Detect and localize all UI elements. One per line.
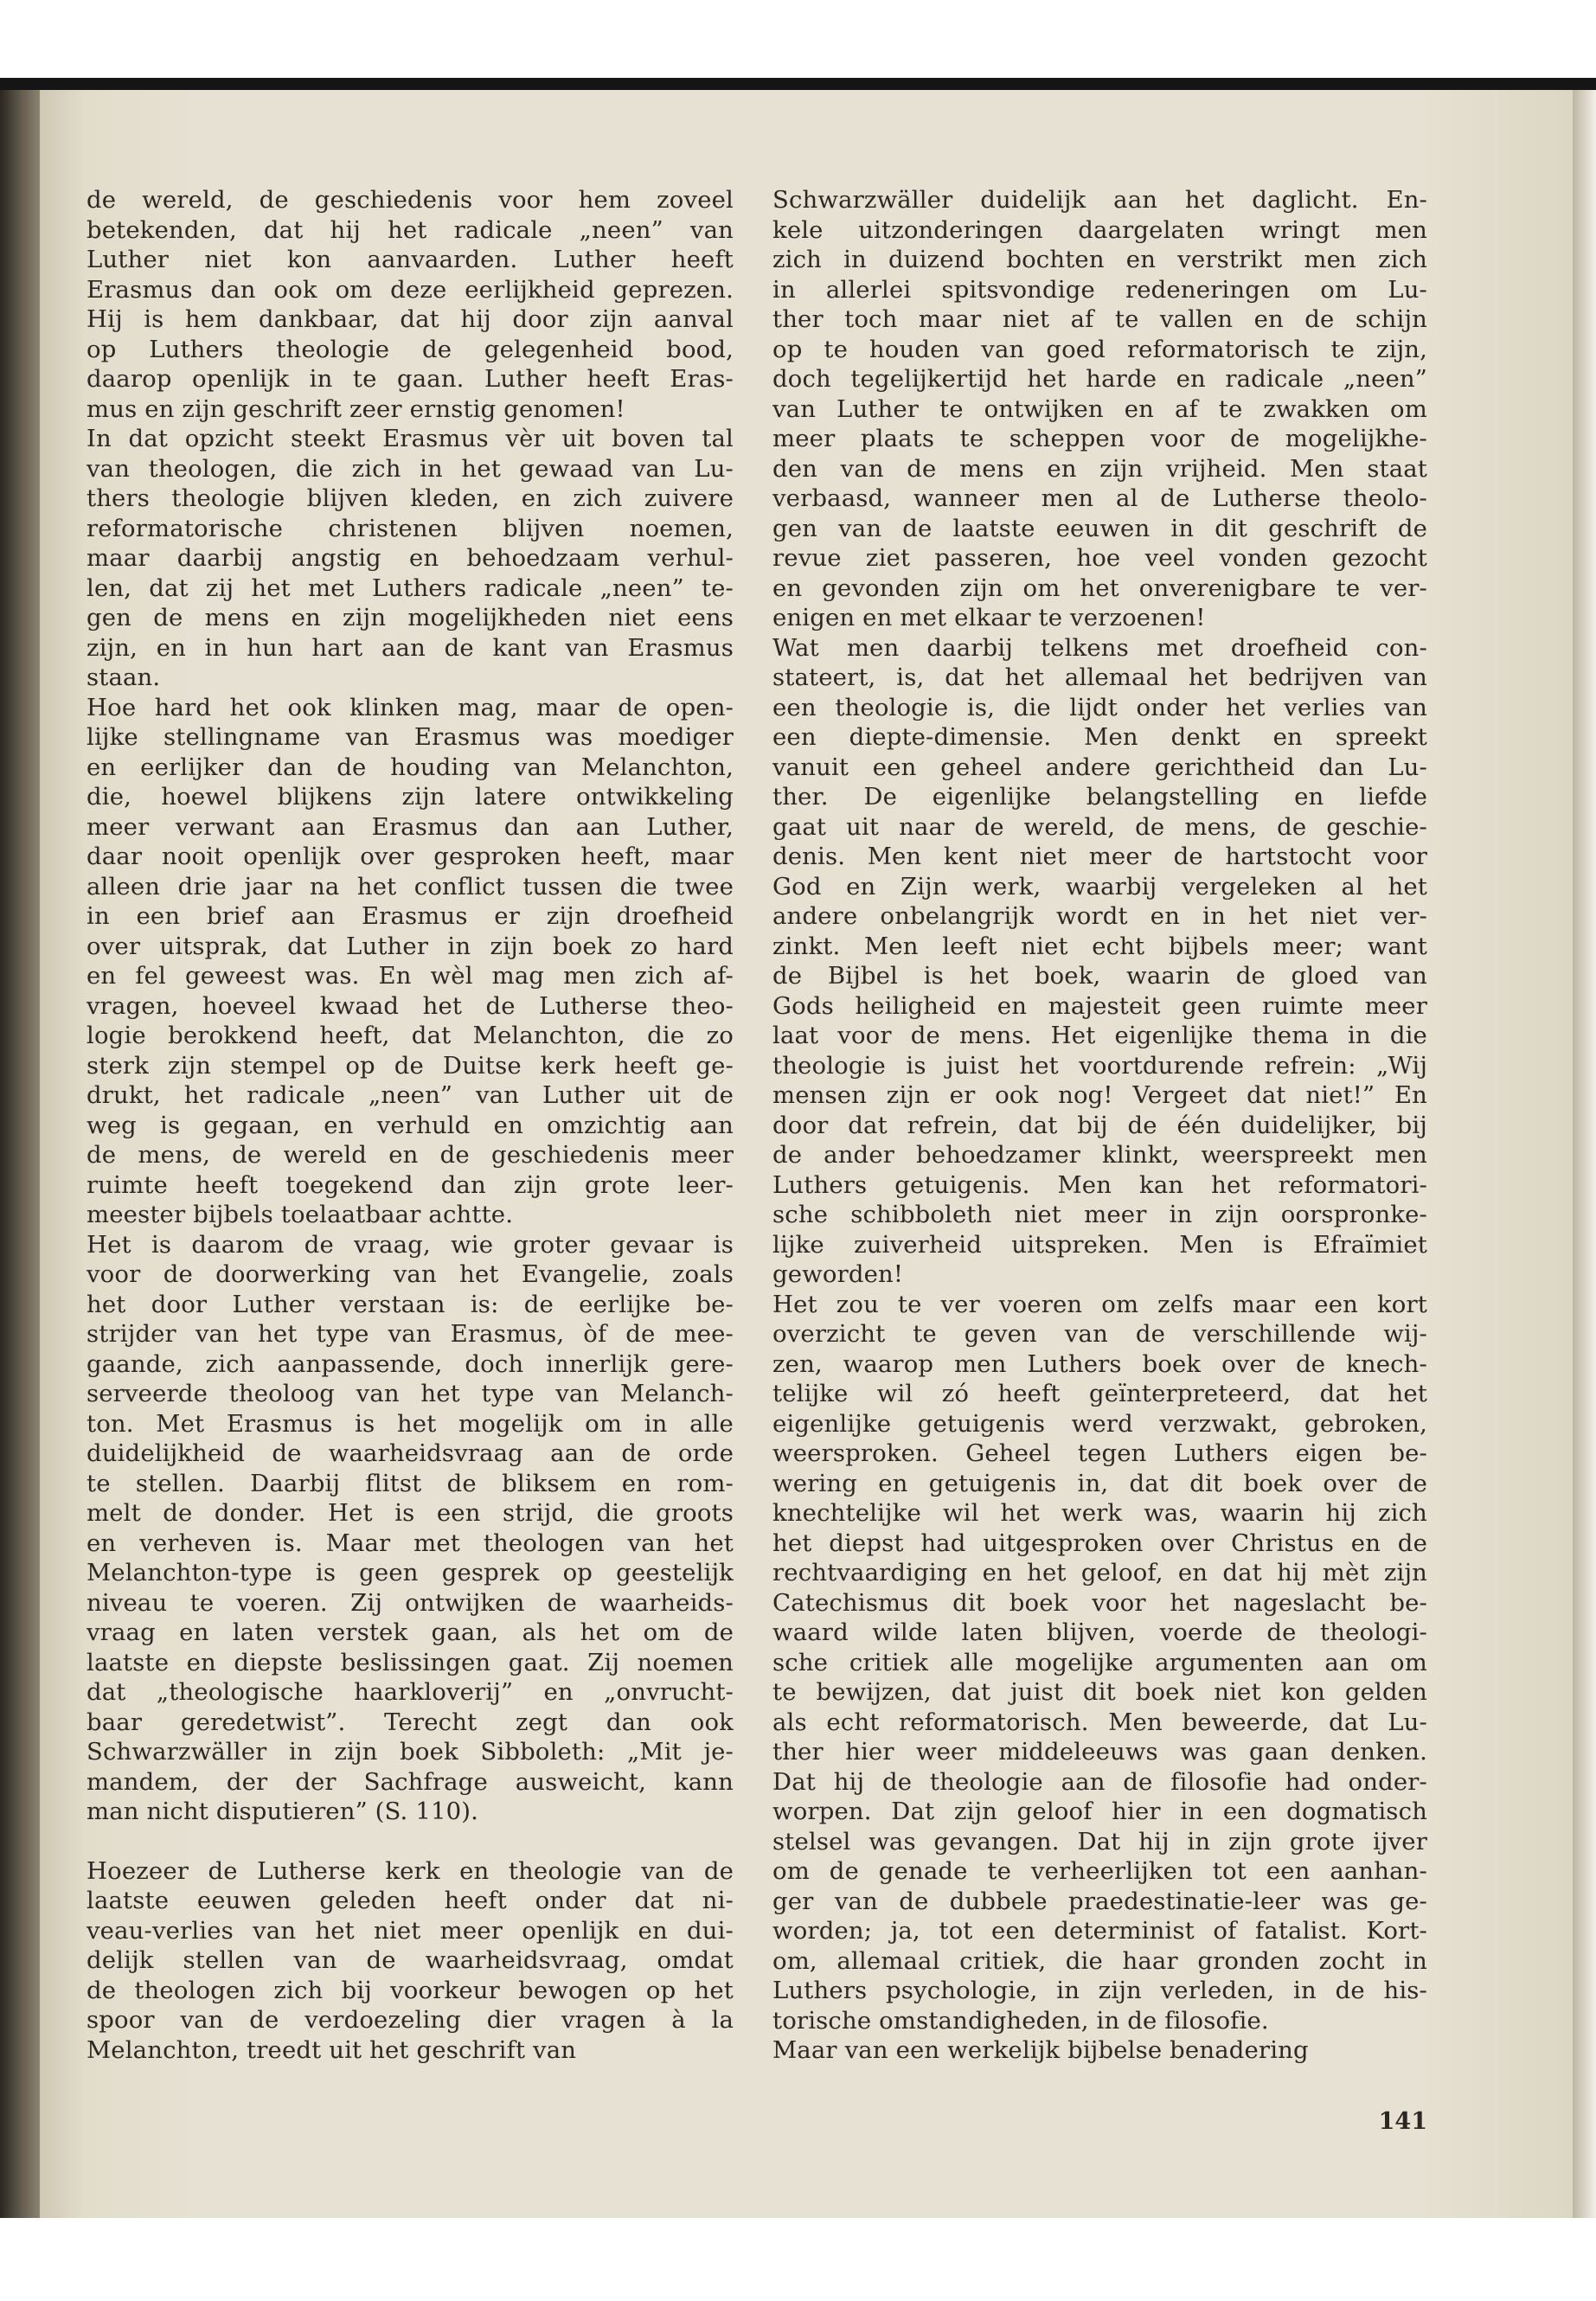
text-line: niveau te voeren. Zij ontwijken de waarheids- [87, 1588, 734, 1617]
text-line: God en Zijn werk, waarbij vergeleken al het [772, 872, 1427, 901]
scan-border-band [0, 78, 1596, 90]
text-line: sche critiek alle mogelijke argumenten aan om [772, 1648, 1427, 1676]
text-line: en fel geweest was. En wèl mag men zich af- [87, 962, 734, 990]
text-line: Dat hij de theologie aan de filosofie had onder- [772, 1767, 1427, 1796]
text-line: worpen. Dat zijn geloof hier in een dogmatisch [772, 1798, 1427, 1825]
text-line: enigen en met elkaar te verzoenen! [772, 604, 1206, 631]
text-line: drukt, het radicale „neen” van Luther uit de [87, 1081, 734, 1109]
text-line: meer plaats te scheppen voor de mogelijkhe- [772, 425, 1427, 452]
text-line: door dat refrein, dat bij de één duidelijker, bij [772, 1111, 1427, 1139]
text-line: logie berokkend heeft, dat Melanchton, die zo [87, 1022, 734, 1049]
text-line: baar geredetwist”. Terecht zegt dan ook [87, 1708, 734, 1736]
text-line: Schwarzwäller duidelijk aan het daglicht. En- [772, 186, 1427, 214]
text-line: mus en zijn geschrift zeer ernstig genomen! [87, 394, 625, 423]
text-line: gen de mens en zijn mogelijkheden niet eens [87, 604, 734, 631]
text-line: verbaasd, wanneer men al de Lutherse theolo- [772, 484, 1427, 512]
text-line: de wereld, de geschiedenis voor hem zoveel [87, 186, 734, 214]
scan-background-bottom [0, 2218, 1596, 2301]
text-line: veau-verlies van het niet meer openlijk en dui- [87, 1916, 734, 1945]
text-line: len, dat zij het met Luthers radicale „neen” te- [87, 574, 734, 602]
text-line: Hij is hem dankbaar, dat hij door zijn aanval [87, 305, 734, 333]
text-line: staan. [87, 663, 161, 691]
paragraph [772, 633, 1427, 1290]
scan-background-top [0, 0, 1596, 85]
text-line: Melanchton-type is geen gesprek op geestelijk [87, 1559, 734, 1586]
text-line: zen, waarop men Luthers boek over de knech- [772, 1349, 1427, 1378]
text-line: wering en getuigenis in, dat dit boek over de [772, 1469, 1427, 1497]
text-line: op te houden van goed reformatorisch te zijn, [772, 335, 1427, 363]
text-line: revue ziet passeren, hoe veel vonden gezocht [772, 544, 1427, 572]
text-line: rechtvaardiging en het geloof, en dat hij mèt zijn [772, 1559, 1427, 1586]
paragraph [87, 693, 734, 1230]
text-line: om, allemaal critiek, die haar gronden zocht in [772, 1946, 1427, 1975]
text-line: weersproken. Geheel tegen Luthers eigen be- [772, 1439, 1427, 1467]
text-line: vraag en laten verstek gaan, als het om de [87, 1618, 734, 1646]
paragraph [772, 2035, 1427, 2066]
text-line: lijke zuiverheid uitspreken. Men is Efraïmiet [772, 1230, 1427, 1259]
text-line: telijke wil zó heeft geïnterpreteerd, dat het [772, 1380, 1427, 1407]
text-line: serveerde theoloog van het type van Melanch- [87, 1380, 734, 1407]
text-line: torische omstandigheden, in de filosofie. [772, 2006, 1269, 2035]
text-line: ton. Met Erasmus is het mogelijk om in alle [87, 1409, 734, 1438]
text-line: Luthers getuigenis. Men kan het reformatori- [772, 1170, 1427, 1199]
text-line: gen van de laatste eeuwen in dit geschrift de [772, 514, 1427, 542]
text-line: Erasmus dan ook om deze eerlijkheid geprezen. [87, 275, 734, 304]
text-line: zijn, en in hun hart aan de kant van Erasmus [87, 633, 734, 662]
text-line: daar nooit openlijk over gesproken heeft, maar [87, 843, 734, 870]
text-line: zinkt. Men leeft niet echt bijbels meer; want [772, 932, 1427, 960]
text-line: Luthers psychologie, in zijn verleden, in de his- [772, 1977, 1427, 2004]
text-line: zich in duizend bochten en verstrikt men zich [772, 246, 1427, 273]
text-line: om de genade te verheerlijken tot een aanhan- [772, 1857, 1427, 1885]
text-line: ther toch maar niet af te vallen en de schijn [772, 305, 1427, 333]
text-line: Hoe hard het ook klinken mag, maar de open- [87, 693, 734, 721]
text-line: ther hier weer middeleeuws was gaan denken. [772, 1738, 1427, 1766]
text-line: een theologie is, die lijdt onder het verlies van [772, 693, 1427, 721]
text-line: te stellen. Daarbij flitst de bliksem en rom- [87, 1469, 734, 1497]
text-line: Maar van een werkelijk bijbelse benadering [772, 2036, 1309, 2064]
paragraph [772, 185, 1427, 633]
text-line: worden; ja, tot een determinist of fatalist. Kort- [772, 1917, 1427, 1945]
text-line: knechtelijke wil het werk was, waarin hij zich [772, 1499, 1427, 1527]
text-line: reformatorische christenen blijven noemen, [87, 514, 734, 542]
text-line: als echt reformatorisch. Men beweerde, dat Lu- [772, 1708, 1427, 1736]
text-line: meer verwant aan Erasmus dan aan Luther, [87, 812, 734, 841]
paragraph [87, 424, 734, 693]
text-line: Catechismus dit boek voor het nageslacht be- [772, 1588, 1427, 1617]
text-line: laatste eeuwen geleden heeft onder dat ni- [87, 1887, 734, 1914]
text-line: doch tegelijkertijd het harde en radicale „neen” [772, 365, 1427, 393]
paragraph [87, 1230, 734, 1827]
text-line: Schwarzwäller in zijn boek Sibboleth: „Mit je- [87, 1738, 734, 1766]
text-line: laatste en diepste beslissingen gaat. Zij noemen [87, 1648, 734, 1676]
text-line: de Bijbel is het boek, waarin de gloed van [772, 962, 1427, 990]
text-line: de mens, de wereld en de geschiedenis meer [87, 1141, 734, 1169]
text-line: In dat opzicht steekt Erasmus vèr uit boven tal [87, 425, 734, 452]
text-line: van Luther te ontwijken en af te zwakken om [772, 394, 1427, 423]
text-line: gaande, zich aanpassende, doch innerlijk gere- [87, 1349, 734, 1378]
text-line: maar daarbij angstig en behoedzaam verhul- [87, 544, 734, 572]
text-line: daarop openlijk in te gaan. Luther heeft Eras- [87, 365, 734, 393]
text-line: stelsel was gevangen. Dat hij in zijn grote ijver [772, 1827, 1427, 1856]
text-line: lijke stellingname van Erasmus was moediger [87, 723, 734, 751]
text-line: spoor van de verdoezeling dier vragen à la [87, 2006, 734, 2034]
text-line: vanuit een geheel andere gerichtheid dan Lu- [772, 753, 1427, 781]
paragraph [772, 1290, 1427, 2036]
text-line: en eerlijker dan de houding van Melanchton, [87, 753, 734, 781]
text-line: andere onbelangrijk wordt en in het niet ver- [772, 902, 1427, 930]
text-line: overzicht te geven van de verschillende wij- [772, 1320, 1427, 1348]
text-line: gaat uit naar de wereld, de mens, de geschie- [772, 812, 1427, 841]
text-line: het diepst had uitgesproken over Christus en de [772, 1529, 1427, 1557]
text-line: Melanchton, treedt uit het geschrift van [87, 2035, 577, 2064]
paragraph [87, 185, 734, 424]
text-line: thers theologie blijven kleden, en zich zuivere [87, 484, 734, 512]
text-line: en gevonden zijn om het onverenigbare te ver- [772, 574, 1427, 602]
right-text-column [772, 185, 1427, 2066]
text-line: voor de doorwerking van het Evangelie, zoals [87, 1260, 734, 1288]
text-line: ger van de dubbele praedestinatie-leer was ge- [772, 1887, 1427, 1915]
text-line: de ander behoedzamer klinkt, weerspreekt men [772, 1141, 1427, 1169]
text-line: mandem, der der Sachfrage ausweicht, kann [87, 1767, 734, 1796]
text-line: kele uitzonderingen daargelaten wringt men [772, 215, 1427, 244]
text-line: waard wilde laten blijven, voerde de theologi- [772, 1618, 1427, 1646]
text-line: sterk zijn stempel op de Duitse kerk heeft ge- [87, 1051, 734, 1080]
text-line: en verheven is. Maar met theologen van het [87, 1529, 734, 1557]
paragraph [87, 1856, 734, 2066]
text-line: sche schibboleth niet meer in zijn oorspronke- [772, 1201, 1427, 1228]
text-line: Gods heiligheid en majesteit geen ruimte meer [772, 991, 1427, 1020]
text-line: over uitsprak, dat Luther in zijn boek zo hard [87, 932, 734, 960]
text-line: van theologen, die zich in het gewaad van Lu- [87, 454, 734, 483]
text-line: Hoezeer de Lutherse kerk en theologie van de [87, 1856, 734, 1885]
text-line: stateert, is, dat het allemaal het bedrijven van [772, 663, 1427, 691]
text-line: het door Luther verstaan is: de eerlijke be- [87, 1290, 734, 1318]
text-line: theologie is juist het voortdurende refrein: „Wij [772, 1051, 1427, 1080]
text-line: eigenlijke getuigenis werd verzwakt, gebroken, [772, 1409, 1427, 1438]
text-line: Luther niet kon aanvaarden. Luther heeft [87, 246, 734, 273]
book-spine [0, 90, 40, 2218]
text-line: laat voor de mens. Het eigenlijke thema in die [772, 1022, 1427, 1049]
text-line: strijder van het type van Erasmus, òf de mee- [87, 1320, 734, 1348]
text-line: ther. De eigenlijke belangstelling en liefde [772, 783, 1427, 811]
text-line: Het zou te ver voeren om zelfs maar een kort [772, 1290, 1427, 1318]
text-line: denis. Men kent niet meer de hartstocht voor [772, 843, 1427, 870]
text-line: de theologen zich bij voorkeur bewogen op het [87, 1976, 734, 2004]
text-line: vragen, hoeveel kwaad het de Lutherse theo- [87, 991, 734, 1020]
text-line: in een brief aan Erasmus er zijn droefheid [87, 902, 734, 930]
paragraph-gap [87, 1827, 734, 1856]
text-line: dat „theologische haarkloverij” en „onvrucht- [87, 1678, 734, 1706]
text-line: een diepte-dimensie. Men denkt en spreekt [772, 723, 1427, 751]
text-line: in allerlei spitsvondige redeneringen om Lu- [772, 275, 1427, 304]
text-line: den van de mens en zijn vrijheid. Men staat [772, 454, 1427, 483]
text-line: geworden! [772, 1260, 904, 1288]
text-line: te bewijzen, dat juist dit boek niet kon gelden [772, 1678, 1427, 1706]
text-line: op Luthers theologie de gelegenheid bood, [87, 335, 734, 363]
text-line: melt de donder. Het is een strijd, die groots [87, 1499, 734, 1527]
text-line: ruimte heeft toegekend dan zijn grote leer- [87, 1170, 734, 1199]
text-line: Het is daarom de vraag, wie groter gevaar is [87, 1230, 734, 1259]
text-line: delijk stellen van de waarheidsvraag, omdat [87, 1946, 734, 1974]
left-text-column [87, 185, 734, 2065]
text-line: meester bijbels toelaatbaar achtte. [87, 1201, 514, 1228]
text-line: mensen zijn er ook nog! Vergeet dat niet!” En [772, 1081, 1427, 1109]
page-edge [1573, 90, 1596, 2218]
text-line: die, hoewel blijkens zijn latere ontwikkeling [87, 783, 734, 811]
text-line: weg is gegaan, en verhuld en omzichtig aan [87, 1111, 734, 1139]
page-number: 141 [1378, 2108, 1427, 2135]
text-line: Wat men daarbij telkens met droefheid con- [772, 633, 1427, 662]
text-line: man nicht disputieren” (S. 110). [87, 1798, 479, 1825]
text-line: betekenden, dat hij het radicale „neen” van [87, 215, 734, 244]
text-line: duidelijkheid de waarheidsvraag aan de orde [87, 1439, 734, 1467]
text-line: alleen drie jaar na het conflict tussen die twee [87, 872, 734, 901]
